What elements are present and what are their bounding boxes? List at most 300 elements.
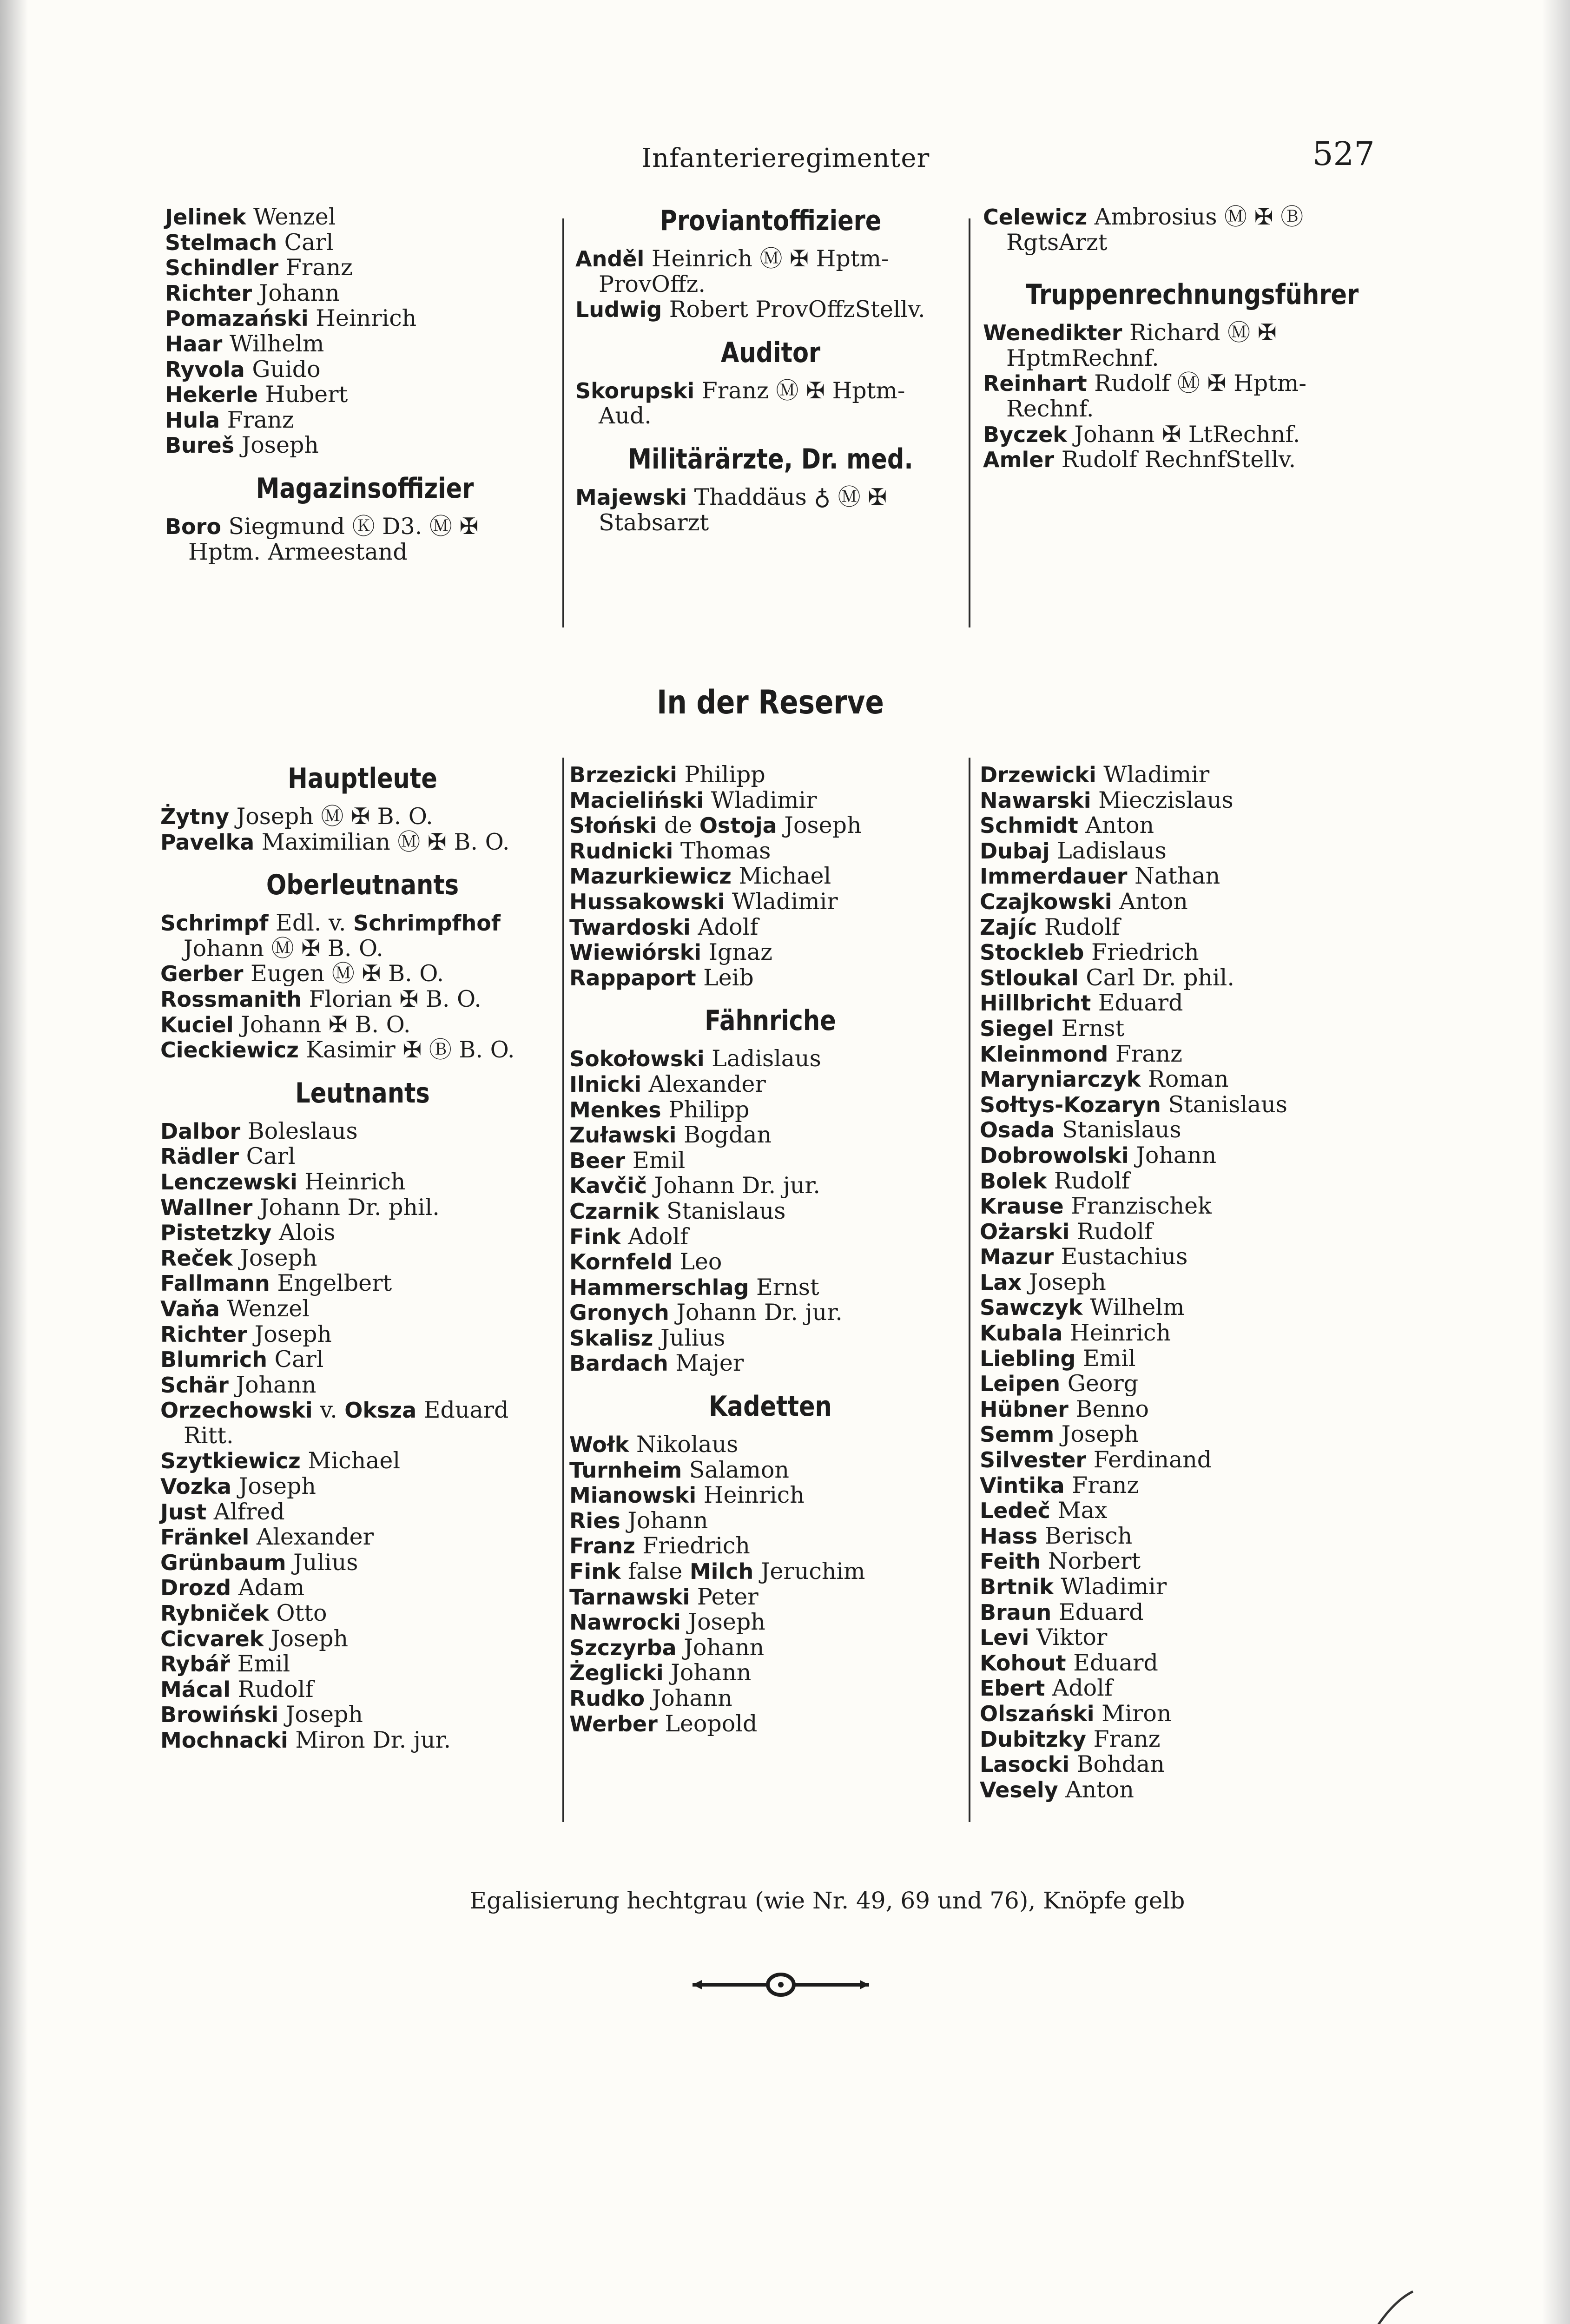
entry-given-name: Emil <box>230 1651 290 1677</box>
list-entry <box>569 915 971 940</box>
entry-surname: Zuławski <box>569 1122 677 1148</box>
pen-stroke-mark <box>1362 2287 1418 2324</box>
entry-line <box>575 485 966 510</box>
list-entry <box>160 1601 565 1626</box>
entry-line <box>980 1016 1398 1042</box>
list-entry <box>569 838 971 864</box>
list-entry <box>980 1727 1398 1752</box>
entry-line <box>575 297 966 323</box>
list-entry <box>569 788 971 813</box>
entry-line <box>569 788 971 813</box>
entry-given-name: Ladislaus <box>704 1045 821 1072</box>
entry-given-name: Julius <box>653 1324 726 1351</box>
entry-surname: Szczyrba <box>569 1635 677 1660</box>
entry-continuation: ProvOffz. <box>599 271 706 297</box>
section-heading-magazinsoffizier: Magazinsoffizier <box>256 472 474 505</box>
entry-given-name: Ferdinand <box>1086 1446 1212 1473</box>
entry-line <box>569 1097 971 1123</box>
entry-given-name: Joseph <box>264 1625 349 1652</box>
entry-line <box>160 830 565 855</box>
list-entry <box>160 911 565 961</box>
list-entry <box>980 838 1398 864</box>
entry-continuation: Aud. <box>599 403 652 429</box>
entry-surname: Rossmanith <box>160 986 302 1012</box>
list-entry <box>569 1432 971 1458</box>
section-heading-leutnants: Leutnants <box>295 1076 430 1109</box>
list-entry <box>980 889 1398 915</box>
list-entry <box>160 830 565 855</box>
entry-surname: Kleinmond <box>980 1041 1108 1067</box>
entry-given-name: Nathan <box>1127 863 1220 890</box>
entry-line <box>160 1702 565 1728</box>
footer-note: Egalisierung hechtgrau (wie Nr. 49, 69 und 76), Knöpfe gelb <box>469 1887 1185 1914</box>
entry-line <box>160 1322 565 1347</box>
entry-continuation: HptmRechnf. <box>1006 344 1159 371</box>
list-entry <box>160 1448 565 1474</box>
entry-surname: Szytkiewicz <box>160 1448 301 1474</box>
list-entry <box>569 1326 971 1351</box>
entry-surname: Feith <box>980 1549 1041 1574</box>
list-entry <box>980 1295 1398 1320</box>
running-head: Infanterieregimenter <box>641 143 930 173</box>
list-entry <box>569 813 971 838</box>
list-entry <box>160 1347 565 1373</box>
entry-line <box>569 1458 971 1483</box>
list-entry <box>160 1144 565 1169</box>
entry-list <box>983 320 1401 473</box>
entry-surname-part: Milch <box>689 1559 754 1585</box>
entry-given-name: Franz <box>278 254 353 281</box>
entry-surname: Braun <box>980 1599 1052 1625</box>
entry-line <box>980 788 1398 813</box>
list-entry <box>165 408 565 433</box>
entry-line <box>569 1351 971 1376</box>
entry-surname: Siegel <box>980 1016 1054 1041</box>
reserve-column-2 <box>569 762 971 1736</box>
page-left-shadow <box>0 0 28 2324</box>
entry-line <box>160 1550 565 1576</box>
entry-given-name: Joseph <box>1022 1268 1106 1295</box>
list-entry <box>165 306 565 331</box>
entry-surname: Cieckiewicz <box>160 1037 299 1063</box>
entry-surname: Vintika <box>980 1472 1065 1498</box>
list-entry <box>569 1148 971 1174</box>
entry-given-name: Adolf <box>690 913 759 940</box>
list-entry <box>980 1600 1398 1625</box>
list-entry <box>160 804 565 830</box>
section-heading-kadetten: Kadetten <box>709 1390 832 1423</box>
section-heading-truppenrechnungsfuehrer: Truppenrechnungsführer <box>1025 278 1359 311</box>
entry-given-name: Michael <box>300 1447 401 1474</box>
entry-line <box>569 1224 971 1250</box>
list-entry <box>980 1625 1398 1651</box>
entry-surname: Blumrich <box>160 1347 267 1373</box>
entry-surname: Stockleb <box>980 940 1084 965</box>
list-entry <box>160 1525 565 1550</box>
entry-surname: Hillbricht <box>980 990 1091 1016</box>
list-entry <box>569 1351 971 1376</box>
entry-line <box>569 1533 971 1559</box>
entry-surname: Bardach <box>569 1351 668 1376</box>
entry-given-name: Joseph <box>680 1609 765 1636</box>
entry-given-name: Ladislaus <box>1049 837 1167 864</box>
entry-given-name: Bogdan <box>676 1122 772 1149</box>
entry-line <box>980 1727 1398 1752</box>
entry-given-name: Heinrich <box>297 1168 406 1195</box>
entry-surname: Ebert <box>980 1676 1045 1701</box>
list-entry <box>980 1270 1398 1295</box>
entry-given-name: Eduard <box>1051 1598 1144 1625</box>
entry-surname: Richter <box>160 1321 248 1347</box>
entry-given-name: Carl <box>267 1346 324 1373</box>
entry-surname: Sawczyk <box>980 1295 1083 1320</box>
list-entry <box>569 1585 971 1610</box>
entry-surname: Richter <box>165 280 252 306</box>
entry-surname: Grünbaum <box>160 1550 286 1575</box>
entry-line <box>160 1169 565 1195</box>
entry-given-name: Adolf <box>1045 1675 1113 1702</box>
entry-given-name: Wilhelm <box>222 330 324 357</box>
entry-surname: Liebling <box>980 1346 1076 1371</box>
entry-line <box>980 864 1398 889</box>
entry-given-name: Rudolf <box>230 1676 314 1703</box>
entry-given-name: Eugen Ⓜ ✠ B. O. <box>243 960 444 987</box>
entry-line <box>160 1246 565 1271</box>
list-entry <box>575 485 966 535</box>
list-entry <box>980 1676 1398 1701</box>
list-entry <box>980 1777 1398 1803</box>
list-entry <box>569 1097 971 1123</box>
entry-list <box>569 762 971 990</box>
list-entry <box>160 1271 565 1296</box>
entry-line <box>980 1574 1398 1600</box>
entry-line <box>165 281 565 306</box>
entry-given-name: Carl <box>239 1143 296 1170</box>
list-entry <box>980 990 1398 1016</box>
list-entry <box>569 1533 971 1559</box>
list-entry <box>165 514 565 565</box>
entry-given-name: Julius <box>286 1549 358 1576</box>
entry-line <box>980 1422 1398 1447</box>
entry-line <box>983 320 1401 346</box>
section-heading-hauptleute: Hauptleute <box>288 762 437 795</box>
list-entry <box>569 1686 971 1711</box>
list-entry <box>569 1122 971 1148</box>
entry-surname: Stelmach <box>165 230 277 255</box>
entry-continuation: Stabsarzt <box>599 509 709 536</box>
list-entry <box>569 1046 971 1072</box>
list-entry <box>980 1371 1398 1397</box>
entry-surname: Rybniček <box>160 1601 269 1626</box>
entry-line <box>160 1144 565 1169</box>
entry-surname: Reinhart <box>983 371 1087 396</box>
entry-line <box>569 762 971 788</box>
entry-list <box>569 1046 971 1376</box>
list-entry <box>569 1508 971 1534</box>
list-entry <box>980 915 1398 940</box>
entry-given-name: Rudolf <box>1047 1167 1130 1194</box>
entry-surname: Bureš <box>165 433 235 458</box>
entry-given-name: Stanislaus <box>1055 1116 1181 1143</box>
entry-surname: Beer <box>569 1148 626 1173</box>
list-entry <box>980 1016 1398 1042</box>
entry-line <box>980 1244 1398 1270</box>
entry-given-name: Johann ✠ LtRechnf. <box>1067 421 1300 448</box>
entry-surname: Jelinek <box>165 205 246 230</box>
list-entry <box>160 1677 565 1703</box>
top-column-1 <box>165 205 565 565</box>
entry-given-name: Thomas <box>673 837 771 864</box>
entry-surname: Olszański <box>980 1701 1095 1726</box>
entry-list <box>575 246 966 323</box>
entry-given-name: Wladimir <box>1053 1573 1167 1600</box>
entry-list <box>160 804 565 855</box>
entry-given-name: Rudolf <box>1069 1218 1153 1245</box>
entry-given-name: Edl. v. <box>268 910 354 937</box>
entry-surname: Fränkel <box>160 1525 250 1550</box>
entry-surname: Rudko <box>569 1686 645 1711</box>
entry-surname: Ledeč <box>980 1498 1050 1524</box>
list-entry <box>160 1246 565 1271</box>
entry-surname: Kuciel <box>160 1012 234 1037</box>
entry-line <box>569 838 971 864</box>
entry-surname: Immerdauer <box>980 864 1128 889</box>
entry-given-name: Eduard <box>1066 1649 1158 1676</box>
entry-line <box>160 1575 565 1601</box>
list-entry <box>980 864 1398 889</box>
entry-line <box>160 1296 565 1322</box>
list-entry <box>980 940 1398 965</box>
list-entry <box>980 1067 1398 1092</box>
entry-surname: Drozd <box>160 1575 231 1601</box>
entry-line <box>983 371 1401 396</box>
entry-list <box>575 485 966 535</box>
list-entry <box>980 1473 1398 1499</box>
entry-line <box>160 1271 565 1296</box>
reserve-column-1 <box>160 762 565 1753</box>
entry-line <box>569 1432 971 1458</box>
entry-given-name: Michael <box>731 863 831 890</box>
list-entry <box>980 1498 1398 1524</box>
entry-given-name: Johann <box>645 1685 732 1711</box>
entry-surname: Lasocki <box>980 1752 1069 1777</box>
entry-given-name: Viktor <box>1029 1624 1108 1651</box>
entry-line <box>980 1676 1398 1701</box>
entry-given-name: Johann <box>663 1659 752 1686</box>
entry-surname: Fallmann <box>160 1271 270 1296</box>
entry-given-name: Stanislaus <box>1161 1091 1287 1118</box>
list-entry <box>980 1397 1398 1422</box>
entry-given-name: de <box>657 812 699 839</box>
entry-surname: Boro <box>165 514 221 539</box>
entry-given-name: Heinrich Ⓜ ✠ Hptm- <box>644 245 889 272</box>
entry-surname: Nawarski <box>980 787 1091 813</box>
entry-line <box>980 1346 1398 1372</box>
entry-surname: Kubala <box>980 1320 1063 1346</box>
entry-given-name: false <box>620 1558 690 1585</box>
entry-line <box>980 838 1398 864</box>
entry-given-name: Johann <box>252 279 340 306</box>
entry-line <box>160 961 565 987</box>
entry-line <box>569 965 971 991</box>
entry-line <box>569 1508 971 1534</box>
entry-given-name: Wladimir <box>704 786 817 813</box>
entry-given-name: v. <box>312 1397 345 1424</box>
entry-line <box>160 1651 565 1677</box>
section-heading-auditor: Auditor <box>720 336 821 369</box>
entry-given-name: Franz <box>1064 1472 1139 1499</box>
entry-surname: Wallner <box>160 1195 253 1220</box>
entry-surname: Cicvarek <box>160 1626 264 1651</box>
list-entry <box>165 331 565 357</box>
entry-line <box>569 1046 971 1072</box>
list-entry <box>569 1300 971 1326</box>
entry-list <box>980 762 1398 1802</box>
entry-surname: Żeglicki <box>569 1660 664 1686</box>
entry-given-name: Benno <box>1068 1395 1149 1422</box>
entry-line <box>980 1651 1398 1676</box>
entry-line <box>980 1092 1398 1118</box>
entry-line <box>569 915 971 940</box>
entry-given-name: Alois <box>271 1219 336 1246</box>
entry-line <box>980 965 1398 991</box>
entry-given-name: Wladimir <box>725 888 838 915</box>
entry-list <box>160 1119 565 1753</box>
entry-surname-part: Oksza <box>344 1398 417 1423</box>
entry-line <box>569 1148 971 1174</box>
entry-surname: Byczek <box>983 422 1067 447</box>
list-entry <box>569 1483 971 1508</box>
entry-list <box>575 378 966 429</box>
entry-given-name: Johann <box>228 1371 317 1398</box>
entry-line <box>980 889 1398 915</box>
page-number: 527 <box>1313 135 1375 173</box>
entry-line <box>980 1295 1398 1320</box>
entry-line <box>165 382 565 408</box>
entry-surname: Osada <box>980 1117 1055 1143</box>
list-entry <box>160 987 565 1012</box>
entry-surname: Hübner <box>980 1396 1069 1422</box>
list-entry <box>980 1651 1398 1676</box>
list-entry <box>569 762 971 788</box>
entry-line <box>980 1143 1398 1169</box>
entry-given-name: Roman <box>1141 1066 1229 1093</box>
list-entry <box>980 1092 1398 1118</box>
entry-given-name: Alexander <box>249 1524 374 1551</box>
entry-surname: Mácal <box>160 1677 231 1702</box>
entry-given-name: Rudolf RechnfStellv. <box>1054 446 1296 473</box>
list-entry <box>980 762 1398 788</box>
list-entry <box>165 382 565 408</box>
list-entry <box>165 230 565 256</box>
entry-surname: Mazurkiewicz <box>569 864 732 889</box>
list-entry <box>165 281 565 306</box>
entry-line <box>575 246 966 272</box>
entry-list <box>160 911 565 1063</box>
entry-surname: Hussakowski <box>569 889 725 914</box>
entry-line <box>160 1525 565 1550</box>
entry-given-name: Leo <box>672 1248 722 1275</box>
entry-given-name: Eduard <box>416 1397 509 1424</box>
entry-line <box>569 1300 971 1326</box>
entry-surname: Hekerle <box>165 382 258 408</box>
entry-given-name: Georg <box>1060 1370 1139 1397</box>
entry-line <box>165 331 565 357</box>
list-entry <box>575 297 966 323</box>
list-entry <box>160 1195 565 1221</box>
entry-surname: Sołtys-Kozaryn <box>980 1092 1161 1117</box>
entry-surname: Dubitzky <box>980 1726 1086 1752</box>
entry-line <box>160 1037 565 1063</box>
entry-given-name: Carl Dr. phil. <box>1078 964 1234 991</box>
list-entry <box>569 864 971 889</box>
entry-given-name: Franz <box>220 406 294 433</box>
entry-line <box>980 1600 1398 1625</box>
entry-given-name: Bohdan <box>1069 1751 1165 1778</box>
entry-line <box>160 1474 565 1499</box>
entry-surname-part: Ostoja <box>699 813 777 838</box>
entry-line <box>569 1610 971 1635</box>
list-entry <box>160 1398 565 1448</box>
entry-given-name: Emil <box>1075 1345 1136 1372</box>
entry-line <box>980 1752 1398 1777</box>
entry-surname: Dubaj <box>980 838 1050 864</box>
entry-given-name: Eustachius <box>1054 1243 1188 1270</box>
entry-surname: Mianowski <box>569 1483 697 1508</box>
entry-surname: Turnheim <box>569 1457 682 1483</box>
entry-surname: Mazur <box>980 1244 1054 1270</box>
entry-line <box>980 1371 1398 1397</box>
entry-continuation: Ritt. <box>184 1422 234 1449</box>
entry-surname: Drzewicki <box>980 762 1096 787</box>
entry-given-name: Friedrich <box>635 1532 750 1559</box>
entry-surname: Macieliński <box>569 787 704 813</box>
entry-surname: Amler <box>983 447 1055 473</box>
entry-surname: Semm <box>980 1422 1055 1447</box>
ornament-icon <box>688 1971 874 1999</box>
entry-surname: Fink <box>569 1559 621 1585</box>
entry-line <box>165 205 565 230</box>
entry-given-name: Miron Dr. jur. <box>288 1727 451 1753</box>
entry-given-name: Joseph Ⓜ ✠ B. O. <box>229 803 433 830</box>
entry-given-name: Johann Dr. jur. <box>669 1299 843 1326</box>
entry-surname: Reček <box>160 1245 233 1271</box>
entry-given-name: Mieczislaus <box>1091 786 1234 813</box>
top-column-2 <box>575 205 966 535</box>
entry-surname: Sokołowski <box>569 1046 705 1072</box>
entry-surname: Rappaport <box>569 965 696 990</box>
entry-surname: Bolek <box>980 1168 1047 1194</box>
entry-surname: Słoński <box>569 813 657 838</box>
section-heading-proviantoffiziere: Proviantoffiziere <box>660 205 882 237</box>
list-entry <box>980 1524 1398 1549</box>
entry-surname: Czajkowski <box>980 889 1112 914</box>
entry-line <box>160 1347 565 1373</box>
entry-given-name: Alexander <box>641 1070 766 1097</box>
entry-line <box>165 433 565 458</box>
entry-line <box>160 987 565 1012</box>
entry-surname: Orzechowski <box>160 1398 313 1423</box>
entry-given-name: Siegmund Ⓚ D3. Ⓜ ✠ <box>221 513 479 540</box>
entry-surname: Pavelka <box>160 829 255 855</box>
entry-surname: Ożarski <box>980 1219 1070 1244</box>
entry-given-name: Eduard <box>1091 990 1183 1017</box>
entry-surname: Just <box>160 1499 207 1525</box>
entry-line <box>983 447 1401 473</box>
list-entry <box>569 1072 971 1097</box>
entry-given-name: Anton <box>1112 888 1188 915</box>
list-entry <box>980 1701 1398 1727</box>
